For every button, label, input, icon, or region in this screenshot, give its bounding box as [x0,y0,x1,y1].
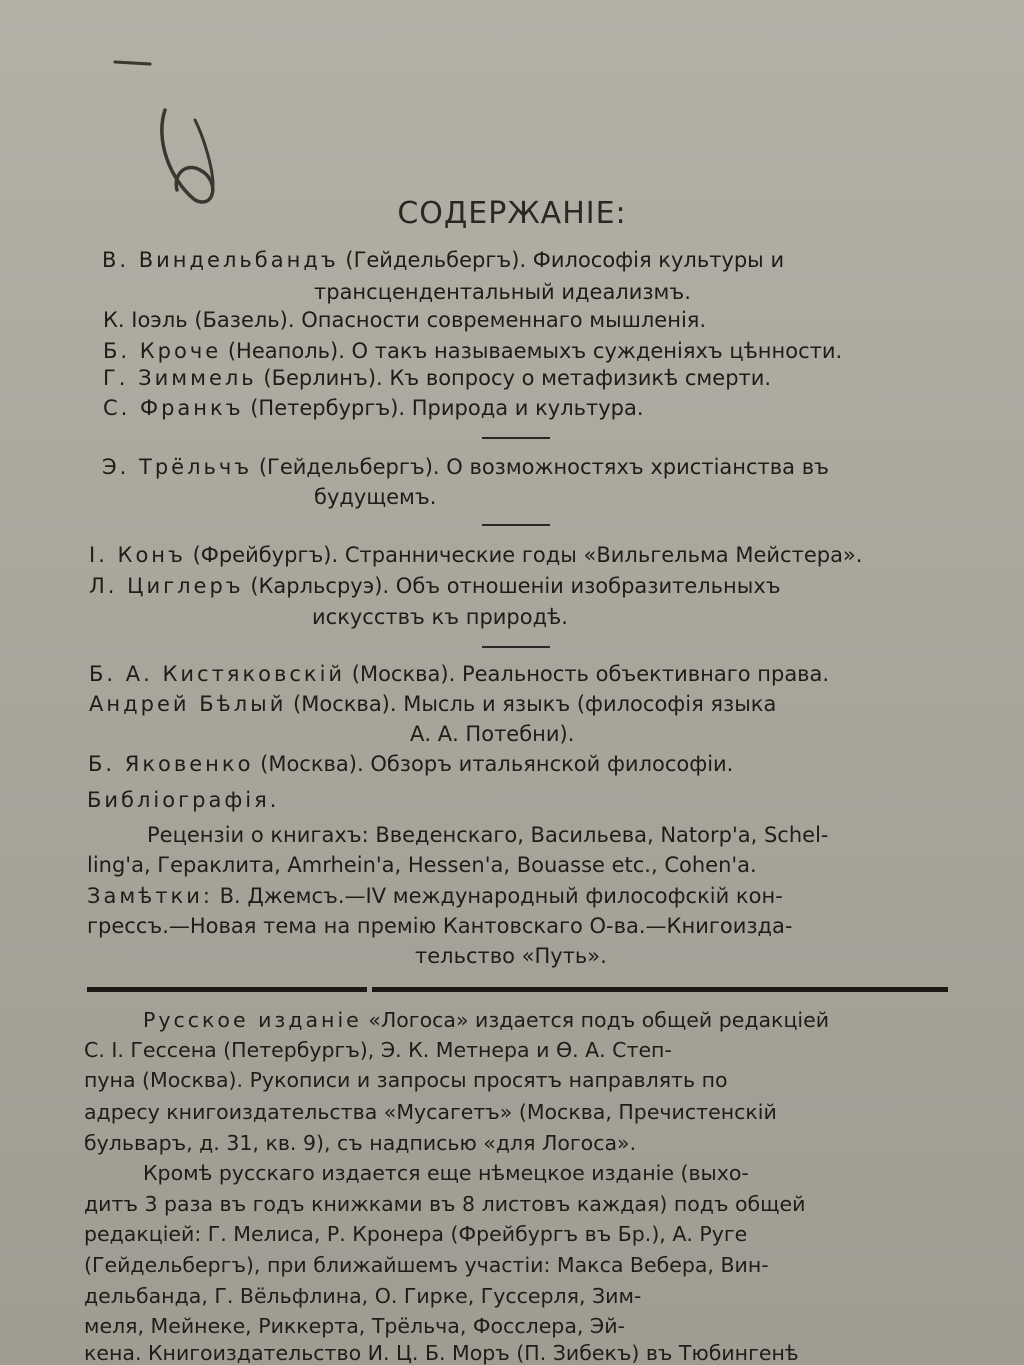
toc-entry-frank [103,398,644,419]
author-name: Б. А. Кистяковскій [89,662,346,686]
toc-entry-bely-cont: А. А. Потебни). [410,722,575,746]
entry-title: (Москва). Реальность объективнаго права. [351,662,830,686]
section-separator [482,437,550,439]
author-name: Э. Трёльчъ [102,455,253,479]
entry-title: (Петербургъ). Природа и культура. [250,396,644,420]
toc-entry-yakovenko [88,754,733,775]
section-separator [482,646,550,648]
author-name: Г. Зиммель [103,366,257,390]
notes-line-1 [87,886,947,907]
horizontal-rule-left [87,987,367,992]
entry-title: (Москва). Мысль и языкъ (философія языка [293,692,777,716]
toc-entry-joel [103,310,706,331]
imprint-text: адресу книгоиздательства «Мусагетъ» (Москва, Пречистенскій [84,1100,777,1124]
entry-title: (Берлинъ). Къ вопросу о метафизикѣ смерти. [263,366,772,390]
imprint-line: (Гейдельбергъ), при ближайшемъ участіи: Макса Вебера, Вин- [84,1253,769,1277]
entry-title: (Москва). Обзоръ итальянской философіи. [260,752,734,776]
contents-title: СОДЕРЖАНIЕ: [397,196,627,231]
imprint-text: С. І. Гессена (Петербургъ), Э. К. Метнера и Ѳ. А. Степ- [84,1038,672,1062]
reviews-line-1 [147,825,947,846]
imprint-line [84,1070,950,1091]
entry-title: (Фрейбургъ). Страннические годы «Вильгельма Мейстера». [192,543,863,567]
notes-label: Замѣтки: [87,884,213,908]
imprint-line [84,1102,950,1123]
imprint-text: «Логоса» издается подъ общей редакціей [368,1008,830,1032]
entry-title: (Неаполь). О такъ называемыхъ сужденіяхъ цѣнности. [227,339,843,363]
author-name: Б. Яковенко [88,752,254,776]
toc-entry-croce [103,341,842,362]
imprint-line: дельбанда, Г. Вёльфлина, О. Гирке, Гуссерля, Зим- [84,1284,642,1308]
imprint-line: редакціей: Г. Мелиса, Р. Кронера (Фрейбургъ въ Бр.), А. Руге [84,1222,748,1246]
author-name: Андрей Бѣлый [89,692,287,716]
toc-entry-kistyakovsky [89,664,829,685]
toc-entry-troeltsch-cont: будущемъ. [314,485,437,509]
toc-entry-ziegler [89,576,945,597]
author-name: С. Франкъ [103,396,244,420]
notes-line-2 [87,916,947,937]
toc-entry-simmel [103,368,771,389]
imprint-line: кена. Книгоиздательство И. Ц. Б. Моръ (П. Зибекъ) въ Тюбингенѣ [84,1341,799,1365]
imprint-line: дитъ 3 раза въ годъ книжками въ 8 листовъ каждая) подъ общей [84,1192,806,1216]
author-name: Б. Кроче [103,339,222,363]
toc-entry-bely [89,694,947,715]
imprint-line [84,1040,950,1061]
horizontal-rule-right [372,987,948,992]
entry-title: (Базель). Опасности современнаго мышленія. [194,308,707,332]
toc-entry-ziegler-cont: искусствъ къ природѣ. [312,605,568,629]
toc-entry-windelband-cont: трансцендентальный идеализмъ. [314,280,691,304]
author-name: К. Іоэль [103,308,188,332]
toc-entry-cohn [89,545,862,566]
imprint-line: меля, Мейнеке, Риккерта, Трёльча, Фосслера, Эй- [84,1314,625,1338]
reviews-line-2: ling'a, Гераклита, Amrhein'a, Hessen'a, Bouasse etc., Cohen'a. [87,853,757,877]
toc-entry-troeltsch [102,457,829,478]
handwritten-scribble [95,50,235,210]
author-name: В. Виндельбандъ [102,248,339,272]
reviews-text: Рецензіи о книгахъ: Введенскаго, Васильева, Natorp'a, Schel- [147,823,829,847]
imprint-line: Кромѣ русскаго издается еще нѣмецкое изданіе (выхо- [143,1161,749,1185]
entry-title: (Гейдельбергъ). О возможностяхъ христіанства въ [258,455,829,479]
imprint-text: пуна (Москва). Рукописи и запросы просятъ направлять по [84,1068,728,1092]
toc-entry-windelband [102,250,942,271]
section-separator [482,524,550,526]
author-name: І. Конъ [89,543,186,567]
imprint-line [143,1010,829,1031]
notes-line-3: тельство «Путь». [415,944,607,968]
author-name: Л. Циглеръ [89,574,244,598]
notes-text: грессъ.—Новая тема на премію Кантовскаго О-ва.—Книгоизда- [87,914,793,938]
notes-text: В. Джемсъ.—IV международный философскій кон- [219,884,783,908]
entry-title: (Гейдельбергъ). Философія культуры и [345,248,785,272]
entry-title: (Карльсруэ). Объ отношеніи изобразительныхъ [250,574,781,598]
imprint-line: бульваръ, д. 31, кв. 9), съ надписью «для Логоса». [84,1131,637,1155]
toc-entry-bibliography: Библіографія. [87,788,280,812]
imprint-spaced: Русское изданіе [143,1008,362,1032]
